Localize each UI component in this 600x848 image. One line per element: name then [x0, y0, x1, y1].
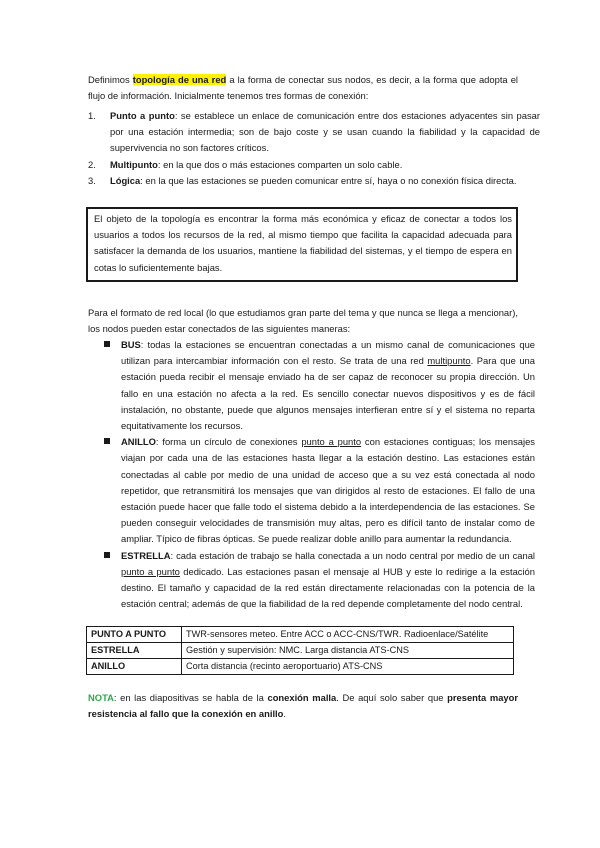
term-multipunto: Multipunto	[110, 158, 158, 170]
term-description: : en la que dos o más estaciones comparten un solo cable.	[157, 158, 403, 170]
underlined-term: multipunto	[427, 355, 471, 367]
underlined-term: punto a punto	[121, 565, 180, 577]
topology-usage-table	[86, 626, 514, 675]
table-row	[87, 627, 514, 643]
intro-text-start: Definimos	[88, 74, 133, 85]
bus-text: : todas la estaciones se encuentran conectadas a un mismo canal de comunicaciones que utilizan para intercambiar información con el resto. Se trata de una red	[121, 339, 535, 367]
table-row	[87, 643, 514, 659]
term-anillo: ANILLO	[121, 436, 156, 448]
table-cell-key: PUNTO A PUNTO	[87, 627, 182, 643]
list-item-bus	[121, 337, 535, 434]
note-label: NOTA	[88, 692, 114, 703]
table-cell-value: TWR-sensores meteo. Entre ACC o ACC-CNS/TWR. Radioenlace/Satélite	[182, 627, 514, 643]
square-bullet-icon	[104, 438, 110, 444]
highlighted-term: topología de una red	[132, 74, 227, 85]
list-number: 2.	[88, 158, 96, 170]
list-item	[88, 157, 540, 173]
network-topologies-list	[104, 337, 535, 612]
local-network-intro: Para el formato de red local (lo que estudiamos gran parte del tema y que nunca se llega a mencionar), los nodos pueden estar conectados de las siguientes maneras:	[88, 307, 518, 335]
list-item	[88, 173, 540, 189]
table-row	[87, 659, 514, 675]
estrella-text: dedicado. Las estaciones pasan el mensaje al HUB y este lo redirige a la estación destino. El tamaño y capacidad de la red están directamente relacionadas con la potencia de la estación central; además de que la fiabilidad de la red depende completamente del nodo central.	[121, 565, 535, 610]
anillo-text: : forma un círculo de conexiones	[155, 436, 302, 448]
table-cell-key: ESTRELLA	[87, 643, 182, 659]
term-estrella: ESTRELLA	[121, 549, 171, 561]
note-bold-term: presenta mayor resistencia al fallo que la conexión en anillo	[88, 692, 519, 720]
final-note	[88, 690, 518, 722]
term-description: : se establece un enlace de comunicación entre dos estaciones adyacentes sin pasar por una estación intermedia; son de bajo coste y se usan cuando la fiabilidad y la capacidad de supervivencia no son factores críticos.	[110, 110, 540, 154]
note-text: : en las diapositivas se habla de la	[113, 692, 268, 703]
bus-text: . Para que una estación pueda recibir el mensaje enviado ha de ser capaz de reconocer su propia dirección. Un fallo en una estación no afecta a la red. Es sencillo conectar nuevos dispositivos y es de fácil instalación, no obstante, puede que algunos mensajes interfieran entre sí y el sistema no reparta equitativamente los recursos.	[121, 355, 535, 432]
note-text: .	[283, 708, 286, 720]
intro-paragraph	[88, 72, 518, 104]
table-cell-value: Corta distancia (recinto aeroportuario) ATS-CNS	[182, 659, 514, 675]
table-cell-value: Gestión y supervisión: NMC. Larga distancia ATS-CNS	[182, 643, 514, 659]
term-logica: Lógica	[110, 174, 141, 186]
note-text: . De aquí solo saber que	[336, 692, 448, 703]
note-bold-term: conexión malla	[267, 692, 337, 703]
list-item	[88, 108, 540, 157]
topology-objective-box: El objeto de la topología es encontrar la forma más económica y eficaz de conectar a todos los usuarios a todos los recursos de la red, al mismo tiempo que facilita la capacidad adecuada para satisfacer la demanda de los usuarios, mantiene la fiabilidad del sistemas, y el tiempo de espera en cotas lo suficientemente bajas.	[86, 207, 518, 282]
intro-text-end: a la forma de conectar sus nodos, es decir, a la forma que adopta el flujo de información. Inicialmente tenemos tres formas de conexión:	[88, 74, 518, 102]
list-number: 1.	[88, 110, 96, 121]
term-punto-a-punto: Punto a punto	[110, 110, 175, 121]
list-item-anillo	[121, 434, 535, 547]
square-bullet-icon	[104, 341, 110, 347]
list-item-estrella	[121, 548, 535, 613]
term-bus: BUS	[121, 339, 141, 350]
list-number: 3.	[88, 174, 96, 186]
underlined-term: punto a punto	[301, 436, 362, 448]
term-description: : en la que las estaciones se pueden comunicar entre sí, haya o no conexión física directa.	[140, 174, 517, 186]
anillo-text: con estaciones contiguas; los mensajes viajan por cada una de las estaciones hasta llegar a la estación destino. Las estaciones están conectadas al cable por medio de una unidad de acceso que a su vez está conectada al nodo repetidor, que retransmitirá los mensajes que van dirigidos al resto de estaciones. El fallo de una estación puede hacer que falle todo el sistema debido a la interdependencia de las estaciones. Se pueden conseguir velocidades de transmisión muy altas, pero es difícil tanto de instalar como de ampliar. Típico de fibras ópticas. Se puede realizar doble anillo para aumentar la redundancia.	[121, 436, 535, 545]
square-bullet-icon	[104, 552, 110, 558]
table-cell-key: ANILLO	[87, 659, 182, 675]
estrella-text: : cada estación de trabajo se halla conectada a un nodo central por medio de un canal	[170, 549, 535, 561]
connection-types-list	[88, 108, 540, 189]
